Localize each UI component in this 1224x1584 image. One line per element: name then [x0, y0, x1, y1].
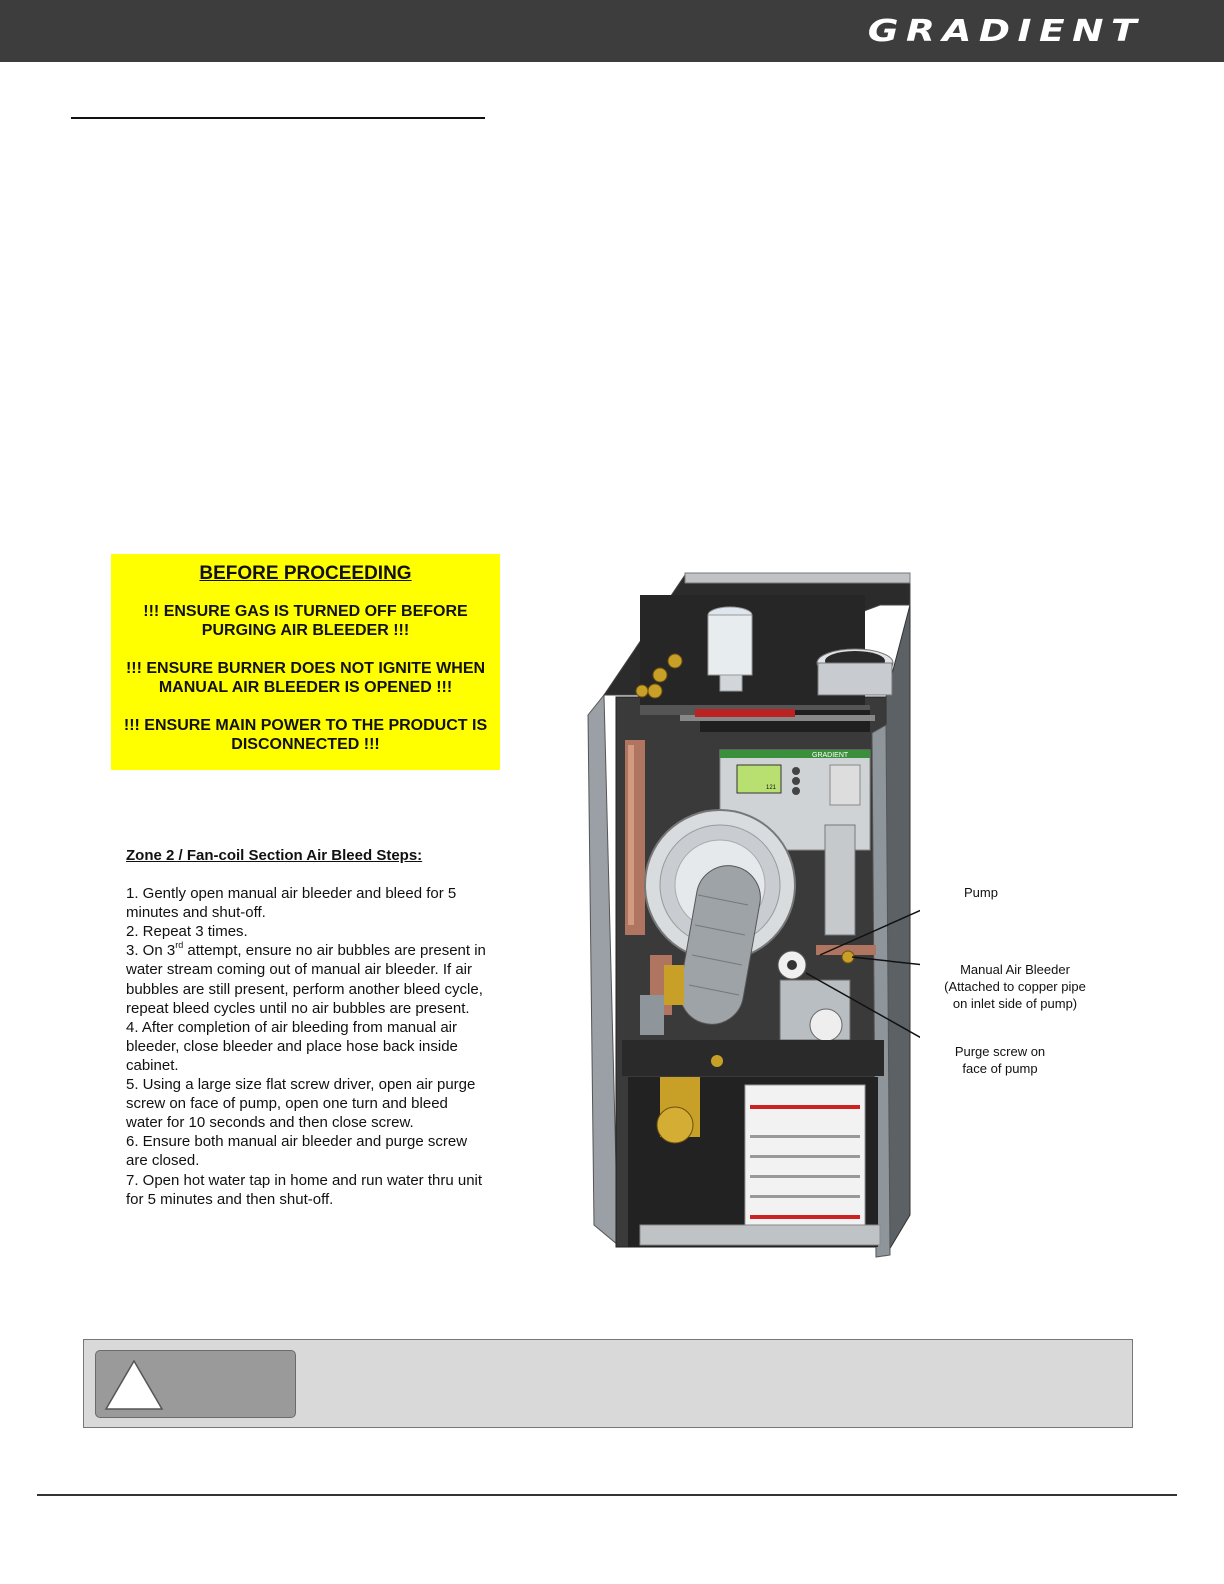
- step-2: 2. Repeat 3 times.: [126, 923, 248, 941]
- step-7: 7. Open hot water tap in home and run water thru unit for 5 minutes and then shut-off.: [126, 1171, 483, 1208]
- step-3-start: 3. On 3: [126, 942, 176, 960]
- callout-purge-line-2: face of pump: [962, 1061, 1038, 1076]
- caution-power: !!! ENSURE MAIN POWER TO THE PRODUCT IS DISCONNECTED !!!: [123, 717, 488, 753]
- callout-bleeder-line-2: (Attached to copper pipe: [944, 979, 1086, 994]
- step-5: 5. Using a large size flat screw driver, open air purge screw on face of pump, open one turn and bleed water for 10 seconds and then close screw.: [126, 1076, 476, 1132]
- warning-panel: [83, 1339, 1133, 1428]
- step-6: 6. Ensure both manual air bleeder and purge screw are closed.: [126, 1133, 468, 1170]
- panel-brand: GRADIENT: [812, 752, 849, 759]
- callout-purge-screw: [945, 1043, 1055, 1077]
- callout-pump-text: Pump: [964, 885, 998, 900]
- caution-gas-off: !!! ENSURE GAS IS TURNED OFF BEFORE PURGING AIR BLEEDER !!!: [143, 603, 468, 639]
- warning-badge: [95, 1350, 296, 1418]
- step-4: 4. After completion of air bleeding from manual air bleeder, close bleeder and place hose back inside cabinet.: [126, 1018, 458, 1074]
- caution-box: [111, 554, 500, 770]
- brand-logo: GRADIENT: [867, 14, 1144, 49]
- footer-rule: [37, 1494, 1177, 1496]
- callout-purge-line-1: Purge screw on: [954, 1044, 1046, 1059]
- header-bar: [0, 0, 1224, 62]
- step-3-superscript: rd: [175, 940, 184, 951]
- callout-manual-air-bleeder: [935, 961, 1095, 1012]
- step-3-rest: attempt, ensure no air bubbles are present in water stream coming out of manual air bleeder. If air bubbles are still present, perform another bleed cycle, repeat bleed cycles until no air bubbles are present.: [126, 942, 486, 1017]
- step-3: [126, 941, 486, 1017]
- caution-burner: !!! ENSURE BURNER DOES NOT IGNITE WHEN MANUAL AIR BLEEDER IS OPENED !!!: [125, 660, 486, 696]
- callout-bleeder-line-3: on inlet side of pump): [952, 996, 1078, 1011]
- caution-heading: BEFORE PROCEEDING: [199, 563, 412, 584]
- callout-pump: [950, 884, 1012, 901]
- step-1: 1. Gently open manual air bleeder and bleed for 5 minutes and shut-off.: [126, 885, 457, 922]
- furnace-illustration: [580, 565, 920, 1265]
- display-readout: 121: [766, 785, 777, 791]
- warning-triangle-icon: [104, 1359, 164, 1411]
- callout-bleeder-line-1: Manual Air Bleeder: [960, 962, 1070, 977]
- section-title-rule: [71, 117, 485, 119]
- steps-heading: Zone 2 / Fan-coil Section Air Bleed Steps:: [126, 847, 423, 864]
- air-bleed-steps: [126, 846, 486, 1209]
